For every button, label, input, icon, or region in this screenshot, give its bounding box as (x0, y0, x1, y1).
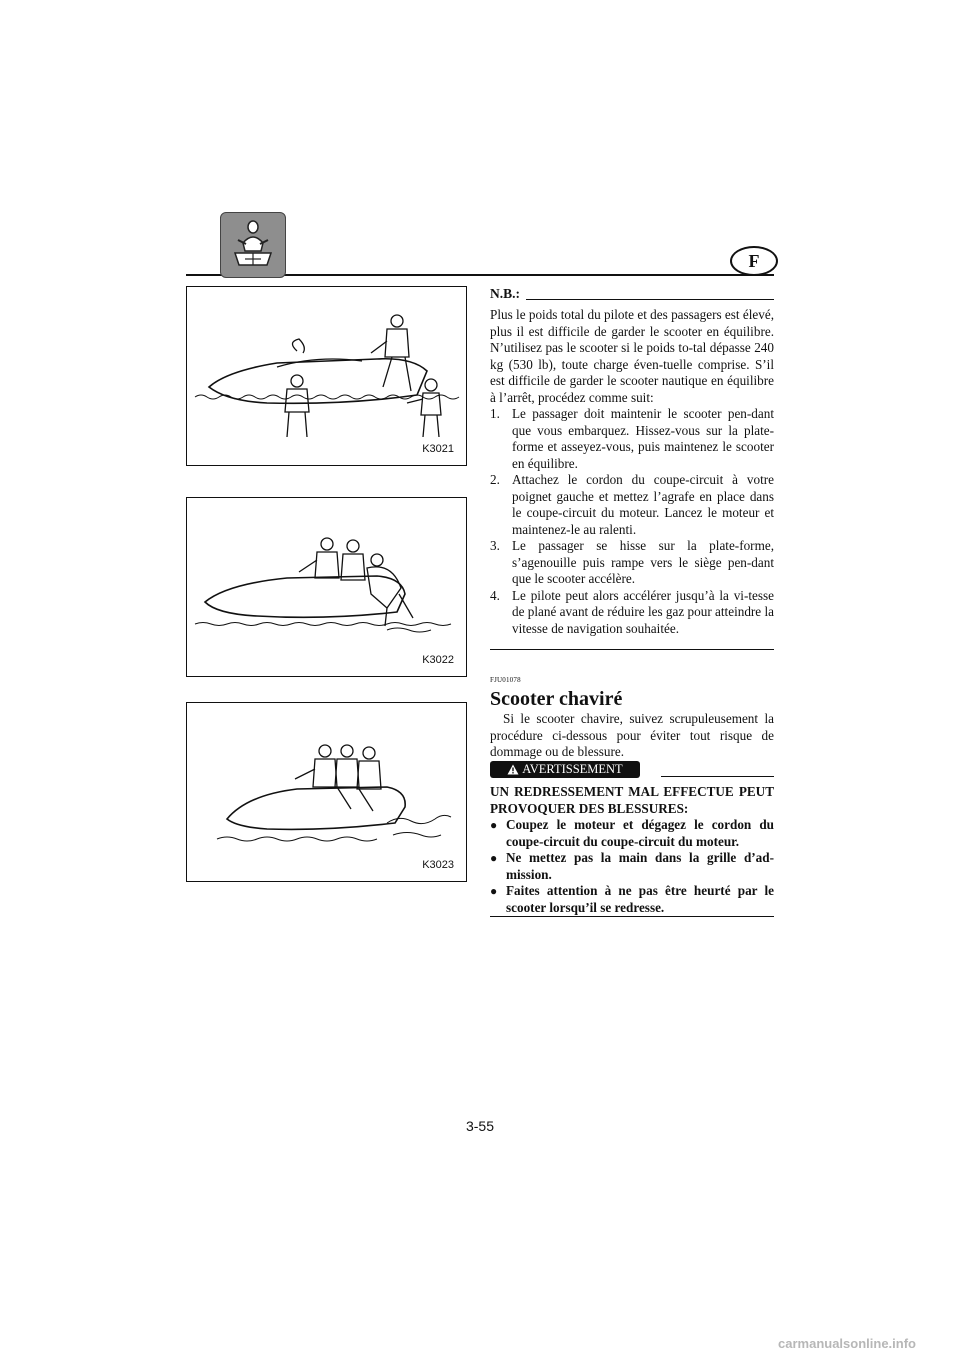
warning-body (490, 784, 774, 916)
note-intro: Plus le poids total du pilote et des passagers est élevé, plus il est difficile de garder le scooter en équilibre. N’utilisez pas le scooter si le poids to-tal dépasse 240 kg (530 lb), toute charge éven-tuelle comprise. S’il est difficile de garder le scooter nautique en équilibre à l’arrêt, procédez comme suit: (490, 307, 774, 405)
figure-code: K3023 (422, 859, 454, 871)
language-badge: F (730, 246, 778, 276)
note-steps (490, 406, 774, 637)
warning-bullets (490, 817, 774, 916)
three-riders-underway-illustration (187, 703, 468, 883)
boarding-from-water-illustration (187, 287, 468, 467)
bullet-dot-icon: ● (490, 884, 498, 898)
section-body (490, 711, 774, 761)
page-number: 3-55 (465, 1118, 495, 1134)
passengers-climbing-aboard-illustration (187, 498, 468, 678)
note-heading-rule (526, 299, 774, 300)
figure-code: K3021 (422, 443, 454, 455)
note-end-rule (490, 649, 774, 650)
bullet-dot-icon: ● (490, 818, 498, 832)
warning-heading-rule (661, 776, 774, 777)
note-step (490, 406, 774, 472)
warning-bullet (490, 883, 774, 916)
jet-ski-rider-icon (220, 212, 286, 278)
step-number: 2. (490, 472, 500, 487)
step-number: 4. (490, 587, 500, 603)
section-title: Scooter chaviré (490, 688, 623, 710)
step-number: 3. (490, 538, 500, 553)
section-code: FJU01078 (490, 676, 521, 684)
step-text: Attachez le cordon du coupe-circuit à votre poignet gauche et mettez l’agrafe en place dans le coupe-circuit du moteur. Lancez le moteur et maintenez-le au ralenti. (512, 472, 774, 537)
step-number: 1. (490, 406, 500, 421)
figure-code: K3022 (422, 654, 454, 666)
warning-end-rule (490, 916, 774, 917)
step-text: Le pilote peut alors accélérer jusqu’à la vi-tesse de plané avant de réduire les gaz pour atteindre la vitesse de navigation souhaitée. (512, 587, 774, 636)
figure-boarding (186, 286, 467, 466)
note-step (490, 538, 774, 588)
warning-badge-label: AVERTISSEMENT (522, 762, 623, 776)
warning-headline: UN REDRESSEMENT MAL EFFECTUE PEUT PROVOQUER DES BLESSURES: (490, 784, 774, 816)
figure-riders-underway (186, 702, 467, 882)
step-text: Le passager doit maintenir le scooter pen-dant que vous embarquez. Hissez-vous sur la plate-forme et asseyez-vous, puis maintenez le scooter en équilibre. (512, 406, 774, 471)
note-heading: N.B.: (490, 286, 520, 301)
bullet-text: Faites attention à ne pas être heurté par le scooter lorsqu’il se redresse. (506, 883, 774, 915)
watermark: carmanualsonline.info (778, 1336, 916, 1351)
step-text: Le passager se hisse sur la plate-forme, s’agenouille puis rampe vers le siège pen-dant que le scooter accélère. (512, 538, 774, 586)
warning-bullet (490, 817, 774, 850)
note-step (490, 588, 774, 638)
bullet-text: Coupez le moteur et dégagez le cordon du coupe-circuit du coupe-circuit du moteur. (506, 817, 774, 849)
figure-passenger-boarding (186, 497, 467, 677)
section-intro: Si le scooter chavire, suivez scrupuleusement la procédure ci-dessous pour éviter tout risque de dommage ou de blessure. (490, 711, 774, 759)
note-step (490, 472, 774, 538)
bullet-text: Ne mettez pas la main dans la grille d’ad-mission. (506, 850, 774, 882)
note-body (490, 307, 774, 637)
warning-bullet (490, 850, 774, 883)
warning-badge (490, 761, 640, 778)
bullet-dot-icon: ● (490, 851, 498, 865)
warning-triangle-icon (507, 764, 519, 775)
